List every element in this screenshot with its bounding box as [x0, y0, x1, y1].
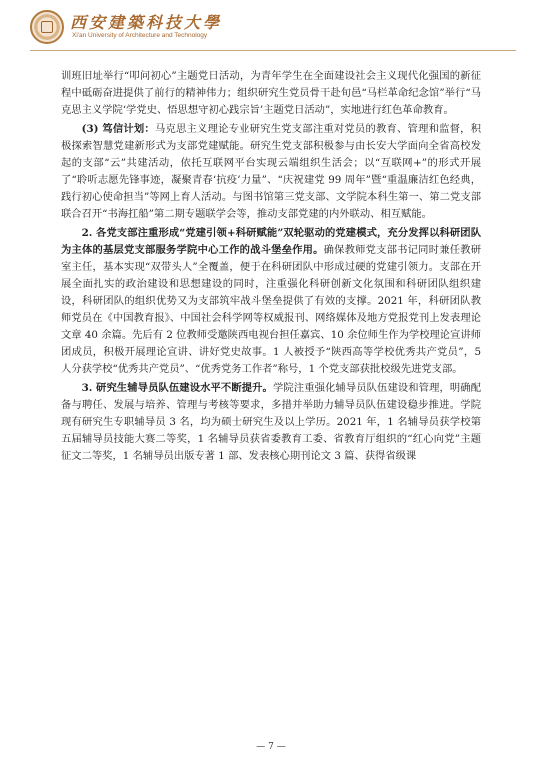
paragraph-party-branch-model — [61, 225, 481, 378]
page-header — [0, 0, 542, 56]
paragraph-faith-plan-heading: (3) 笃信计划： — [81, 123, 155, 135]
university-name-en: Xi'an University of Architecture and Technology — [72, 32, 208, 39]
university-logo — [30, 10, 64, 44]
paragraph-continuation: 训班旧址举行“叩问初心”主题党日活动，为青年学生在全面建设社会主义现代化强国的新征程中砥砺奋进提供了前行的精神伟力；组织研究生党员骨干赴旬邑“马栏革命纪念馆”举行“马克思主义学院‘学党史、悟思想守初心践宗旨’主题党日活动”，实地进行红色革命教育。 — [61, 70, 481, 116]
page-number: — 7 — — [256, 742, 286, 752]
paragraph-counselor-team-body: 学院注重强化辅导员队伍建设和管理，明确配备与聘任、发展与培养、管理与考核等要求，多措并举助力辅导员队伍建设稳步推进。学院现有研究生专职辅导员 3 名，均为硕士研究生及以上学历。2021 年，1 名辅导员获学校第五届辅导员技能大赛二等奖，1 名辅导员获省委教育工委、省教育厅组织的“红心向党”主题征文二等奖，1 名辅导员出版专著 1 部、发表核心期刊论文 3 篇、获得省级课 — [61, 382, 481, 462]
header-divider — [30, 50, 516, 51]
paragraph-counselor-team-heading: 3. 研究生辅导员队伍建设水平不断提升。 — [81, 382, 273, 394]
paragraph-faith-plan — [61, 121, 481, 223]
paragraph-counselor-team — [61, 380, 481, 465]
document-body — [61, 68, 481, 467]
paragraph-faith-plan-body: 马克思主义理论专业研究生党支部注重对党员的教育、管理和监督，积极探索智慧党建新形式为支部党建赋能。研究生党支部积极参与由长安大学面向全省高校发起的支部“云”共建活动，依托互联网平台实现云端组织生活会；以“互联网+”的形式开展了“聆听志愿先锋事迹，凝聚青春‘抗疫’力量”、“庆祝建党 99 周年”暨“重温廉洁红色经典，践行初心使命担当”等网上育人活动。与图书馆第三党支部、文学院本科生第一、第二党支部联合召开“书海扛船”第二期专题联学会等，推动支部党建的内外联动、相互赋能。 — [61, 123, 482, 220]
university-name-cn: 西安建築科技大學 — [70, 13, 223, 32]
paragraph-party-branch-model-body: 确保教师党支部书记同时兼任教研室主任，基本实现“双带头人”全覆盖，便于在科研团队中形成过硬的党建引领力。支部在开展全面扎实的政治建设和思想建设的同时，注重强化科研创新文化氛围和科研团队组织建设，科研团队的组织优势又为支部筑牢战斗堡垒提供了有效的支撑。2021 年，科研团队教师党员在《中国教育报》、中国社会科学网等权威报刊、网络媒体及地方党报党刊上发表理论文章 40 余篇。先后有 2 位教师受邀陕西电视台担任嘉宾、10 余位师生作为学校理论宣讲师团成员，积极开展理论宣讲、讲好党史故事。1 人被授予“陕西高等学校优秀共产党员”，5 人分获学校“优秀共产党员”、“优秀党务工作者”称号，1 个党支部获批校级先进党支部。 — [61, 244, 482, 375]
logo-emblem-icon — [41, 21, 53, 33]
paragraph-party-branch-model-heading: 2. 各党支部注重形成“党建引领+科研赋能”双轮驱动的党建模式，充分发挥以科研团队为主体的基层党支部服务学院中心工作的战斗堡垒作用。 — [61, 227, 481, 256]
